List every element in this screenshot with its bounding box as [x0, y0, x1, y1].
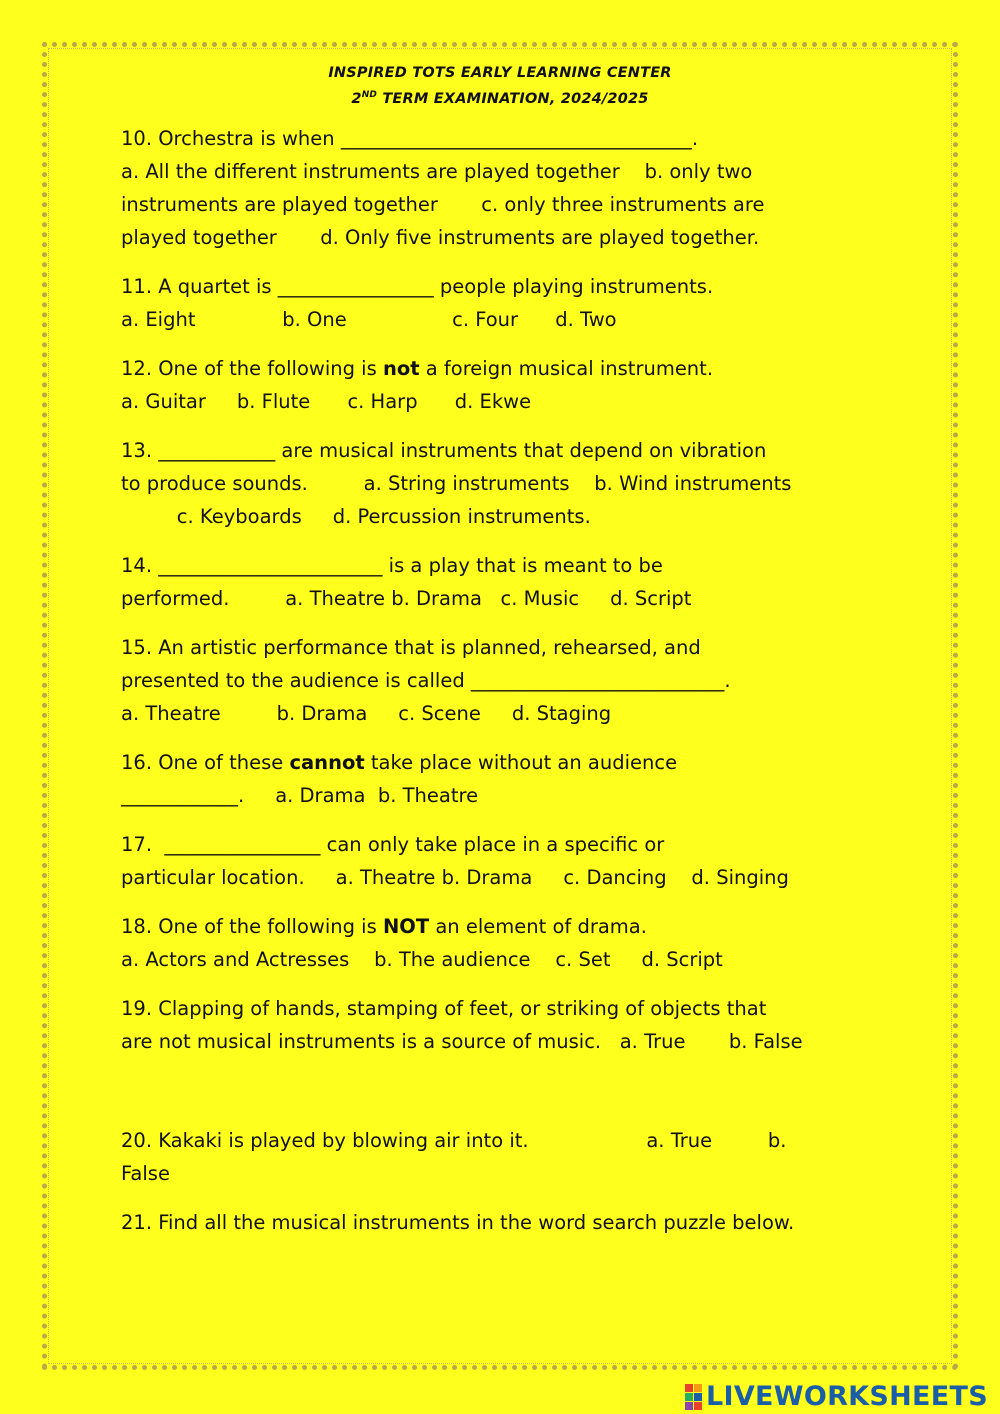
question-18 [121, 910, 881, 976]
question-text: 20. Kakaki is played by blowing air into it. a. True b. [121, 1129, 787, 1152]
exam-header [0, 62, 1000, 110]
question-text: 10. Orchestra is when ____________________________________. [121, 127, 699, 150]
question-20 [121, 1124, 881, 1190]
question-12 [121, 352, 881, 418]
exam-title: 2ND TERM EXAMINATION, 2024/2025 [351, 90, 649, 107]
question-21 [121, 1206, 881, 1239]
question-13 [121, 434, 881, 533]
answer-options: ____________. a. Drama b. Theatre [121, 784, 479, 807]
emphasis-word: not [382, 357, 420, 380]
logo-text: LIVEWORKSHEETS [705, 1381, 988, 1412]
answer-options: a. Theatre b. Drama c. Scene d. Staging [121, 702, 612, 725]
emphasis-word: cannot [289, 751, 365, 774]
question-text: 14. _______________________ is a play that is meant to be [121, 554, 663, 577]
question-text: 19. Clapping of hands, stamping of feet, or striking of objects that [121, 997, 767, 1020]
question-15 [121, 631, 881, 730]
question-14 [121, 549, 881, 615]
answer-options: played together d. Only five instruments are played together. [121, 226, 760, 249]
answer-options: False [121, 1162, 170, 1185]
question-text: 21. Find all the musical instruments in the word search puzzle below. [121, 1211, 795, 1234]
question-list [121, 122, 881, 1255]
emphasis-word: NOT [382, 915, 430, 938]
question-19 [121, 992, 881, 1058]
answer-options: to produce sounds. a. String instruments b. Wind instruments [121, 472, 792, 495]
answer-options: particular location. a. Theatre b. Drama c. Dancing d. Singing [121, 866, 789, 889]
answer-options: performed. a. Theatre b. Drama c. Music d. Script [121, 587, 692, 610]
answer-options: are not musical instruments is a source of music. a. True b. False [121, 1030, 803, 1053]
answer-options: c. Keyboards d. Percussion instruments. [121, 505, 591, 528]
question-text: 15. An artistic performance that is planned, rehearsed, and [121, 636, 701, 659]
question-11 [121, 270, 881, 336]
question-text: 11. A quartet is ________________ people playing instruments. [121, 275, 714, 298]
logo-mark-icon [685, 1384, 702, 1410]
question-text: 18. One of the following is NOT an element of drama. [121, 915, 647, 938]
blank-space [121, 1074, 881, 1124]
answer-options: a. Actors and Actresses b. The audience c. Set d. Script [121, 948, 723, 971]
liveworksheets-logo[interactable] [685, 1381, 988, 1412]
question-text: 13. ____________ are musical instruments that depend on vibration [121, 439, 767, 462]
answer-options: instruments are played together c. only three instruments are [121, 193, 765, 216]
answer-options: a. All the different instruments are played together b. only two [121, 160, 753, 183]
question-17 [121, 828, 881, 894]
answer-options: a. Guitar b. Flute c. Harp d. Ekwe [121, 390, 532, 413]
question-text: presented to the audience is called __________________________. [121, 669, 731, 692]
answer-options: a. Eight b. One c. Four d. Two [121, 308, 617, 331]
school-name: INSPIRED TOTS EARLY LEARNING CENTER [328, 65, 672, 81]
question-text: 12. One of the following is not a foreign musical instrument. [121, 357, 714, 380]
question-10 [121, 122, 881, 254]
question-text: 16. One of these cannot take place without an audience [121, 751, 678, 774]
question-16 [121, 746, 881, 812]
question-text: 17. ________________ can only take place in a specific or [121, 833, 665, 856]
